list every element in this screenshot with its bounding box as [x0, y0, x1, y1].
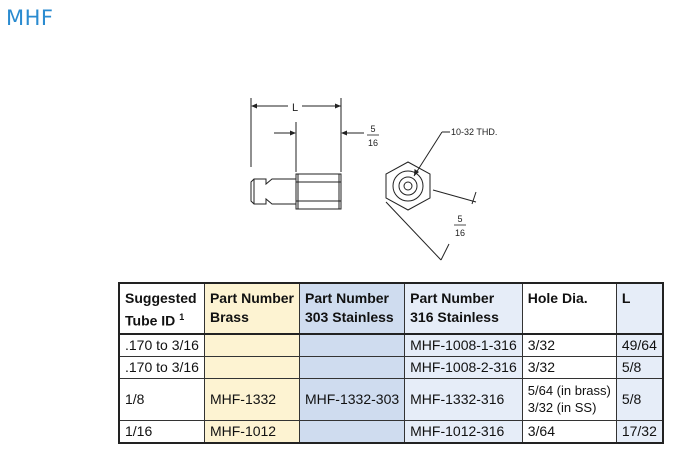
dim-hex-denominator: 16 — [454, 228, 466, 238]
page-title: MHF — [6, 6, 54, 30]
header-L: L — [616, 283, 663, 334]
cell-hole: 5/64 (in brass) 3/32 (in SS) — [522, 378, 616, 420]
table-row — [119, 334, 663, 357]
header-brass: Part Number Brass — [204, 283, 299, 334]
cell-tube: .170 to 3/16 — [119, 334, 204, 357]
cell-316: MHF-1332-316 — [405, 378, 523, 420]
cell-tube: 1/16 — [119, 420, 204, 443]
thread-label: 10-32 THD. — [451, 127, 498, 137]
cell-L: 49/64 — [616, 334, 663, 357]
cell-303 — [299, 356, 404, 378]
cell-tube: .170 to 3/16 — [119, 356, 204, 378]
dim-L-label: L — [291, 102, 299, 114]
dim-top-numerator: 5 — [370, 124, 376, 134]
header-303: Part Number 303 Stainless — [299, 283, 404, 334]
cell-tube: 1/8 — [119, 378, 204, 420]
cell-316: MHF-1008-1-316 — [405, 334, 523, 357]
cell-303 — [299, 334, 404, 357]
cell-brass — [204, 334, 299, 357]
cell-brass — [204, 356, 299, 378]
table-row — [119, 378, 663, 420]
cell-316: MHF-1008-2-316 — [405, 356, 523, 378]
technical-drawing — [236, 92, 506, 267]
header-316: Part Number 316 Stainless — [405, 283, 523, 334]
cell-303: MHF-1332-303 — [299, 378, 404, 420]
cell-hole: 3/32 — [522, 356, 616, 378]
barb-outline — [251, 179, 296, 204]
cell-hole: 3/32 — [522, 334, 616, 357]
table-row — [119, 420, 663, 443]
table-header-row — [119, 283, 663, 334]
dim-top-denominator: 16 — [367, 138, 379, 148]
cell-brass: MHF-1332 — [204, 378, 299, 420]
header-hole-dia: Hole Dia. — [522, 283, 616, 334]
dim-hex-numerator: 5 — [457, 214, 463, 224]
part-number-table — [118, 282, 664, 444]
cell-hole: 3/64 — [522, 420, 616, 443]
cell-brass: MHF-1012 — [204, 420, 299, 443]
cell-L: 5/8 — [616, 378, 663, 420]
cell-L: 17/32 — [616, 420, 663, 443]
header-tube-id: Suggested Tube ID $^1$ — [119, 283, 204, 334]
cell-L: 5/8 — [616, 356, 663, 378]
table-row — [119, 356, 663, 378]
cell-303 — [299, 420, 404, 443]
cell-316: MHF-1012-316 — [405, 420, 523, 443]
